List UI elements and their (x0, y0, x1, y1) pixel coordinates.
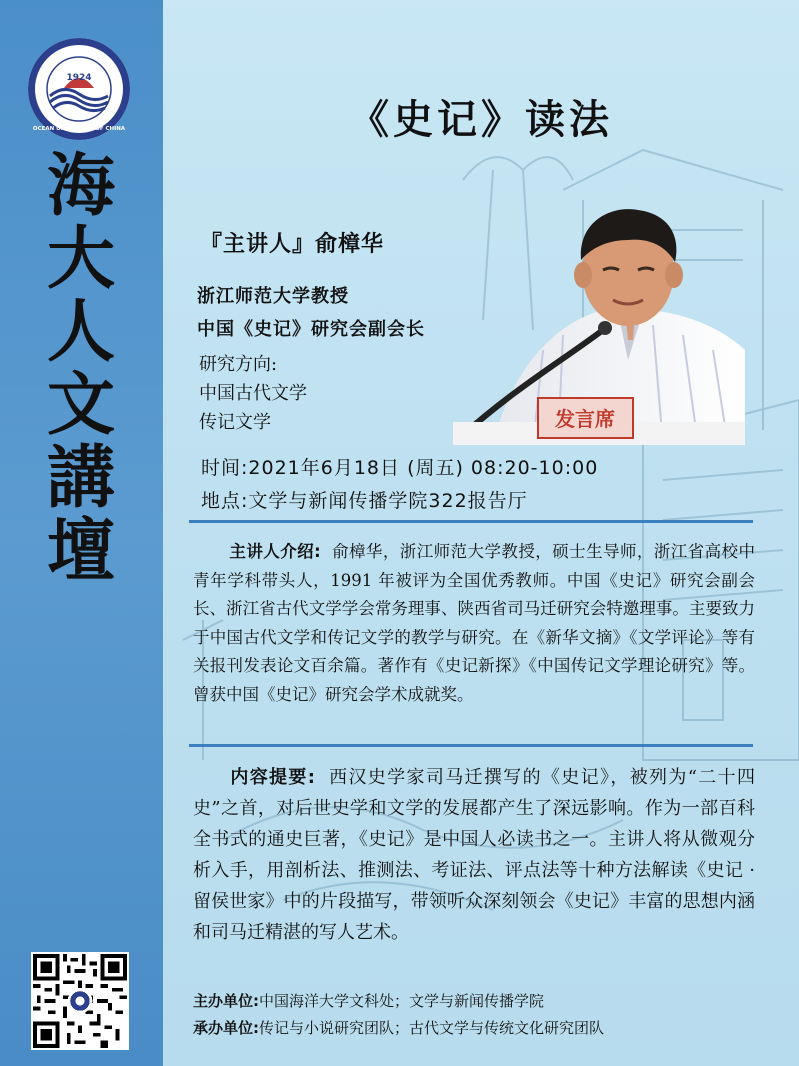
research-item: 中国古代文学 (199, 383, 307, 404)
vertical-title-char: 海 (46, 146, 115, 226)
logo-year: 1924 (66, 73, 92, 83)
main-panel (163, 0, 799, 1066)
vertical-title-char: 壇 (46, 511, 115, 591)
event-time (201, 453, 598, 480)
vertical-title (36, 146, 126, 591)
place-label: 地点: (201, 490, 249, 512)
vertical-title-char: 文 (46, 365, 115, 445)
qr-code[interactable] (31, 952, 129, 1050)
content-label: 内容提要: (229, 767, 315, 788)
podium-sign-text: 发言席 (555, 407, 615, 431)
affiliation-1: 浙江师范大学教授 (197, 286, 349, 307)
host-organizer (193, 990, 544, 1011)
event-place (201, 486, 528, 513)
co-organizer-label: 承办单位: (193, 1019, 259, 1037)
content-text: 西汉史学家司马迁撰写的《史记》，被列为“二十四史”之首，对后世史学和文学的发展都产生了深远影响。作为一部百科全书式的通史巨著，《史记》是中国人必读书之一。主讲人将从微观分析入手，用剖析法、推测法、考证法、评点法等十种方法解读《史记 · 留侯世家》中的片段描写，带领听众深刻领会《史记》丰富的思想内涵和司马迁精湛的写人艺术。 (193, 767, 756, 943)
speaker-name: 俞樟华 (315, 231, 385, 257)
host-label: 主办单位: (193, 992, 259, 1010)
speaker-label: 『主讲人』 (200, 231, 316, 257)
speaker-photo (453, 200, 745, 445)
vertical-title-char: 講 (46, 438, 115, 518)
content-summary (193, 762, 755, 948)
sidebar (0, 0, 163, 1066)
co-organizer (193, 1017, 604, 1038)
research-block (199, 350, 307, 437)
co-organizer-value: 传记与小说研究团队；古代文学与传统文化研究团队 (259, 1019, 605, 1037)
vertical-title-char: 人 (46, 292, 115, 372)
vertical-title-char: 大 (46, 219, 115, 299)
research-label: 研究方向: (199, 354, 278, 375)
divider (189, 520, 753, 523)
divider (189, 744, 753, 747)
affiliation-2: 中国《史记》研究会副会长 (197, 319, 425, 340)
university-logo (28, 38, 130, 140)
time-value: 2021年6月18日 (周五) 08:20-10:00 (248, 457, 599, 479)
place-value: 文学与新闻传播学院322报告厅 (248, 490, 528, 512)
host-value: 中国海洋大学文科处；文学与新闻传播学院 (259, 992, 545, 1010)
intro-label: 主讲人介绍: (229, 542, 321, 561)
research-item: 传记文学 (199, 412, 271, 433)
time-label: 时间: (201, 457, 249, 479)
logo-bottom-text: OCEAN UNIVERSITY OF CHINA (32, 126, 126, 132)
speaker-intro (193, 538, 755, 709)
page-title: 《史记》读法 (349, 97, 613, 143)
speaker-line (200, 227, 384, 258)
logo-top-text: 中国海洋大学 (59, 49, 99, 57)
intro-text: 俞樟华，浙江师范大学教授，硕士生导师，浙江省高校中青年学科带头人，1991 年被评为全国优秀教师。中国《史记》研究会副会长、浙江省古代文学学会常务理事、陕西省司马迁研究会特邀理事。主要致力于中国古代文学和传记文学的教学与研究。在《新华文摘》《文学评论》等有关报刊发表论文百余篇。著作有《史记新探》《中国传记文学理论研究》等。曾获中国《史记》研究会学术成就奖。 (193, 542, 755, 704)
